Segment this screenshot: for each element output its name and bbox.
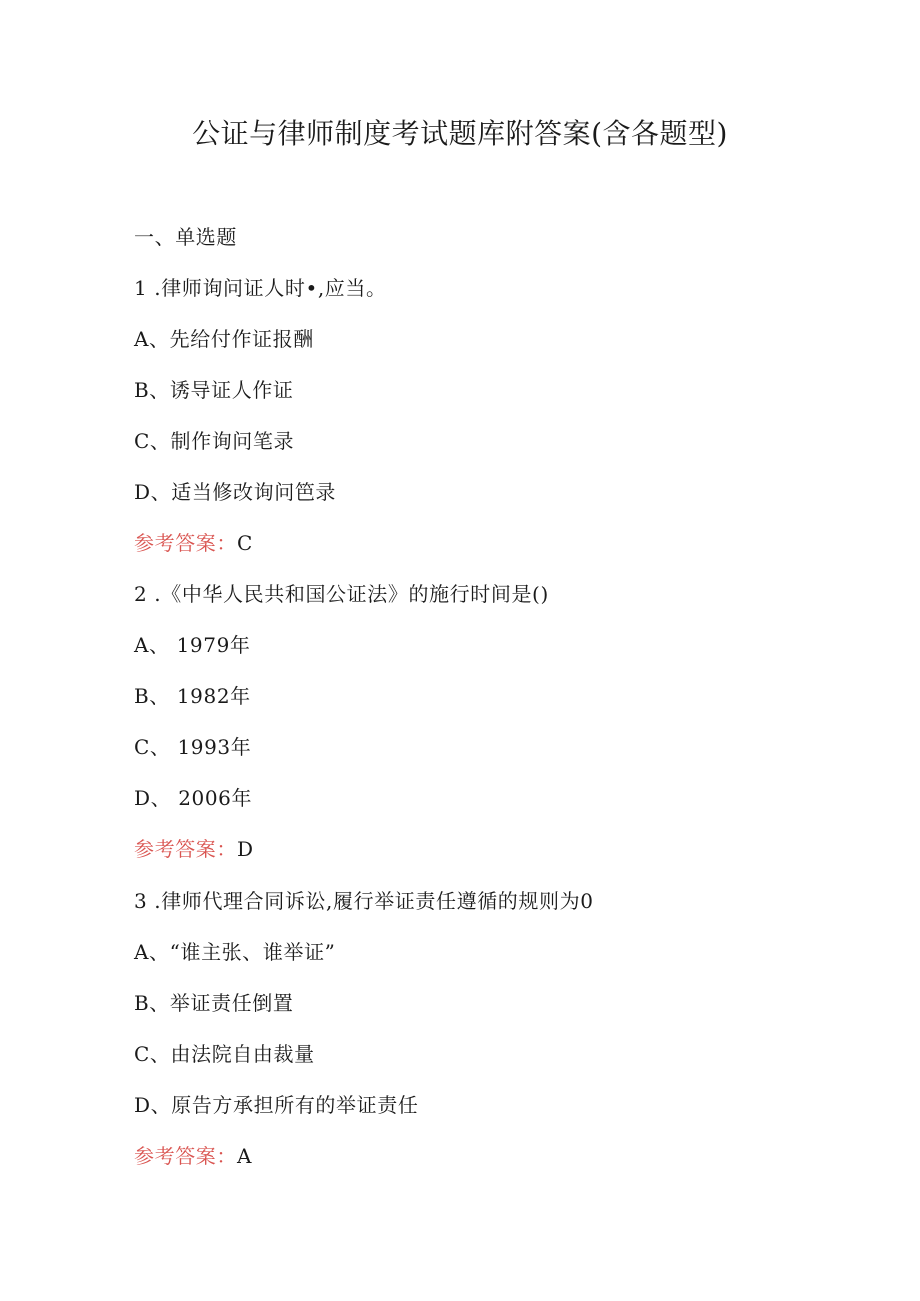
- question-option: A、 1979年: [134, 633, 251, 657]
- question-option: D、原告方承担所有的举证责任: [134, 1093, 419, 1117]
- question-option: D、 2006年: [134, 786, 253, 810]
- document-title: 公证与律师制度考试题库附答案(含各题型): [192, 117, 728, 150]
- question-option: C、由法院自由裁量: [134, 1042, 315, 1066]
- question-option: A、先给付作证报酬: [134, 327, 314, 351]
- question-option: A、“谁主张、谁举证”: [134, 940, 336, 964]
- question-option: D、适当修改询问笆录: [134, 480, 337, 504]
- answer-label: 参考答案：: [134, 1144, 237, 1168]
- answer-line: [134, 1141, 252, 1171]
- section-heading: 一、单选题: [134, 225, 237, 249]
- answer-value: D: [237, 837, 254, 861]
- answer-value: A: [237, 1144, 253, 1168]
- question-stem: 1 .律师询问证人时•,应当。: [134, 276, 387, 300]
- answer-label: 参考答案：: [134, 837, 237, 861]
- answer-value: C: [237, 531, 253, 555]
- question-option: C、制作询问笔录: [134, 429, 295, 453]
- question-stem: 3 .律师代理合同诉讼,履行举证责任遵循的规则为0: [134, 889, 594, 913]
- answer-line: [134, 528, 253, 558]
- answer-label: 参考答案：: [134, 531, 237, 555]
- question-stem: 2 .《中华人民共和国公证法》的施行时间是(): [134, 582, 549, 606]
- question-option: B、举证责任倒置: [134, 991, 294, 1015]
- question-option: B、 1982年: [134, 684, 251, 708]
- question-option: C、 1993年: [134, 735, 252, 759]
- question-option: B、诱导证人作证: [134, 378, 294, 402]
- answer-line: [134, 834, 254, 864]
